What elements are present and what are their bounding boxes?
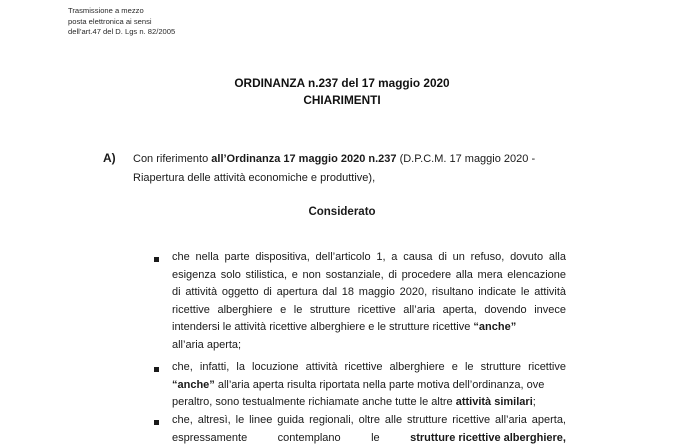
bullet-1-anche: “anche” [473,321,517,334]
bullet-1-line-5-prefix: intendersi le attività ricettive alberghiere e le strutture ricettive [172,321,474,334]
bullet-1-line-2: esigenza solo stilistica, e non sostanziale, di procedere alla mera elencazione [172,268,566,281]
section-a-ordinance-ref: all’Ordinanza 17 maggio 2020 n.237 [211,153,397,165]
considerato-heading: Considerato [308,206,376,218]
bullet-item-2 [172,359,566,412]
bullet-1-line-4: ricettive alberghiere e le strutture ricettive all’aria aperta, dovendo invece [172,303,566,316]
bullet-2-line-3 [172,394,566,412]
bullet-2-anche: “anche” [172,378,215,391]
bullet-3-word-2: contemplano [277,431,341,444]
bullet-3-line-1: che, altresì, le linee guida regionali, oltre alle strutture ricettive all’aria aperta, [172,414,566,426]
section-a-intro-suffix: (D.P.C.M. 17 maggio 2020 - [396,153,536,165]
bullet-2-line-2-rest: all’aria aperta risulta riportata nella parte motiva dell’ordinanza, ove [214,378,545,391]
transmission-line-3: dell’art.47 del D. Lgs n. 82/2005 [68,27,176,37]
bullet-2-line-1: che, infatti, la locuzione attività ricettive alberghiere e le strutture ricettive [172,361,566,373]
bullet-2-attivita-similari: attività similari [455,396,533,409]
section-a-text [133,150,573,188]
section-a-letter: A) [103,151,116,165]
bullet-3-strutture-alberghiere: strutture ricettive alberghiere, [410,431,566,444]
bullet-square-icon [154,257,159,262]
section-a-line-2: Riapertura delle attività economiche e produttive), [133,171,376,184]
bullet-square-icon [154,420,159,425]
section-a-line-1 [133,150,573,169]
bullet-1-line-3: di attività oggetto di apertura dal 18 maggio 2020, risultano indicate le attività [172,286,566,299]
transmission-line-2: posta elettronica ai sensi [68,16,152,26]
bullet-item-1 [172,249,566,355]
bullet-3-word-3: le [371,431,380,444]
transmission-line-1: Trasmissione a mezzo [68,6,144,15]
bullet-2-line-3-prefix: peraltro, sono testualmente richiamate anche tutte le altre [172,396,456,409]
bullet-item-3 [172,412,566,447]
section-a-intro-prefix: Con riferimento [133,153,212,165]
transmission-note [68,6,175,38]
bullet-1-line-6: all’aria aperta; [172,338,242,351]
document-subtitle: CHIARIMENTI [303,93,381,107]
bullet-2-line-2 [172,377,566,395]
bullet-3-word-1: espressamente [172,431,248,444]
bullet-3-line-2 [172,430,566,447]
bullet-square-icon [154,367,159,372]
bullet-1-line-1: che nella parte dispositiva, dell’articolo 1, a causa di un refuso, dovuto alla [172,251,566,263]
bullet-2-line-3-suffix: ; [532,396,536,409]
bullet-1-line-5 [172,319,566,337]
document-title: ORDINANZA n.237 del 17 maggio 2020 [234,76,450,90]
